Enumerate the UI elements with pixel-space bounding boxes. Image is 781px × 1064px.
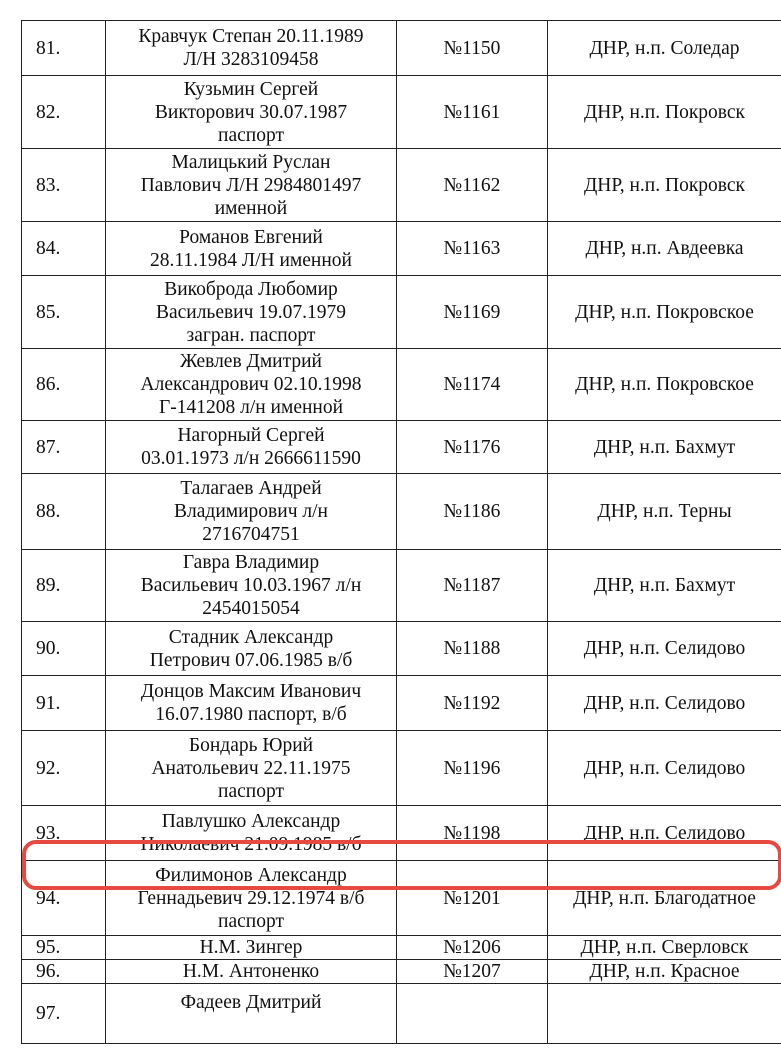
person-cell xyxy=(106,936,397,960)
person-line: Филимонов Александр xyxy=(155,864,347,886)
person-line: паспорт xyxy=(218,910,284,932)
person-line: 2454015054 xyxy=(202,598,300,619)
table-row xyxy=(22,960,781,984)
table-row xyxy=(22,349,781,421)
person-line: Павлушко Александр xyxy=(161,811,341,832)
person-line: Г-141208 л/н именной xyxy=(158,397,344,418)
person-line: Кравчук Степан 20.11.1989 xyxy=(138,26,364,47)
document-page xyxy=(21,20,781,1044)
table-row xyxy=(22,622,781,676)
location-cell: ДНР, н.п. Селидово xyxy=(548,731,781,806)
table-row xyxy=(22,936,781,960)
location-cell: ДНР, н.п. Авдеевка xyxy=(548,222,781,276)
table-row xyxy=(22,550,781,622)
record-number: №1188 xyxy=(397,622,548,676)
record-number: №1169 xyxy=(397,276,548,349)
record-number: №1161 xyxy=(397,76,548,149)
record-number: №1198 xyxy=(397,806,548,861)
location-cell xyxy=(548,984,781,1044)
record-number: №1150 xyxy=(397,21,548,76)
location-cell: ДНР, н.п. Красное xyxy=(548,960,781,984)
person-line: загран. паспорт xyxy=(186,324,316,346)
row-number: 95. xyxy=(22,936,106,960)
person-cell xyxy=(106,421,397,474)
person-cell xyxy=(106,550,397,622)
record-number: №1186 xyxy=(397,474,548,550)
person-line: Васильевич 19.07.1979 xyxy=(155,301,347,323)
person-line: именной xyxy=(214,197,288,219)
person-line: Васильевич 10.03.1967 л/н xyxy=(140,575,362,596)
table-row xyxy=(22,984,781,1044)
person-cell xyxy=(106,474,397,550)
person-cell xyxy=(106,676,397,731)
row-number: 97. xyxy=(22,984,106,1044)
row-number: 86. xyxy=(22,349,106,421)
location-cell: ДНР, н.п. Соледар xyxy=(548,21,781,76)
record-number: №1162 xyxy=(397,149,548,222)
location-cell: ДНР, н.п. Селидово xyxy=(548,806,781,861)
record-number: №1207 xyxy=(397,960,548,984)
record-number: №1206 xyxy=(397,936,548,960)
record-number: №1192 xyxy=(397,676,548,731)
row-number: 82. xyxy=(22,76,106,149)
person-cell xyxy=(106,622,397,676)
person-line: Стадник Александр xyxy=(168,626,334,648)
row-number: 85. xyxy=(22,276,106,349)
person-line: Бондарь Юрий xyxy=(188,734,314,756)
person-line: Александрович 02.10.1998 xyxy=(140,374,362,395)
table-row xyxy=(22,149,781,222)
location-cell: ДНР, н.п. Терны xyxy=(548,474,781,550)
person-line: 16.07.1980 паспорт, в/б xyxy=(155,704,347,725)
person-cell xyxy=(106,960,397,984)
location-cell: ДНР, н.п. Покровск xyxy=(548,76,781,149)
row-number: 90. xyxy=(22,622,106,676)
record-number: №1196 xyxy=(397,731,548,806)
location-cell: ДНР, н.п. Покровск xyxy=(548,149,781,222)
table-row xyxy=(22,222,781,276)
person-line: Павлович Л/Н 2984801497 xyxy=(140,174,362,196)
table-row xyxy=(22,731,781,806)
row-number: 88. xyxy=(22,474,106,550)
location-cell: ДНР, н.п. Селидово xyxy=(548,676,781,731)
person-line: паспорт xyxy=(218,124,284,146)
person-line: Викторович 30.07.1987 xyxy=(154,101,348,123)
person-cell xyxy=(106,984,397,1044)
person-line: Кузьмин Сергей xyxy=(183,78,319,100)
row-number: 84. xyxy=(22,222,106,276)
record-number: №1174 xyxy=(397,349,548,421)
person-line: Викоброда Любомир xyxy=(164,278,338,300)
person-line: Владимирович л/н xyxy=(174,501,328,522)
row-number: 91. xyxy=(22,676,106,731)
person-line: Петрович 07.06.1985 в/б xyxy=(149,649,353,671)
record-number: №1163 xyxy=(397,222,548,276)
person-line: 03.01.1973 л/н 2666611590 xyxy=(141,448,361,469)
person-line: 28.11.1984 Л/Н именной xyxy=(150,249,352,271)
record-number: №1187 xyxy=(397,550,548,622)
person-line: 2716704751 xyxy=(202,524,300,545)
row-number: 89. xyxy=(22,550,106,622)
table-row xyxy=(22,676,781,731)
person-cell xyxy=(106,731,397,806)
location-cell: ДНР, н.п. Сверловск xyxy=(548,936,781,960)
location-cell: ДНР, н.п. Селидово xyxy=(548,622,781,676)
person-line: Донцов Максим Иванович xyxy=(140,681,362,702)
person-cell xyxy=(106,349,397,421)
row-number: 96. xyxy=(22,960,106,984)
person-line: Романов Евгений xyxy=(179,226,323,248)
person-cell xyxy=(106,806,397,861)
person-line: Анатольевич 22.11.1975 xyxy=(151,757,351,779)
person-line: Жевлев Дмитрий xyxy=(179,351,322,372)
record-number: №1201 xyxy=(397,861,548,936)
person-line: Малицький Руслан xyxy=(171,151,331,173)
person-line: Л/Н 3283109458 xyxy=(183,49,319,70)
row-number: 87. xyxy=(22,421,106,474)
location-cell: ДНР, н.п. Покровское xyxy=(548,349,781,421)
table-row xyxy=(22,76,781,149)
person-line xyxy=(110,1014,392,1037)
person-line: Фадеев Дмитрий xyxy=(180,991,322,1013)
records-table-body xyxy=(22,21,781,1044)
location-cell: ДНР, н.п. Благодатное xyxy=(548,861,781,936)
row-number: 81. xyxy=(22,21,106,76)
person-cell xyxy=(106,149,397,222)
record-number xyxy=(397,984,548,1044)
records-table xyxy=(21,20,781,1044)
person-line: Н.М. Антоненко xyxy=(182,961,320,982)
person-cell xyxy=(106,21,397,76)
person-cell xyxy=(106,76,397,149)
row-number: 94. xyxy=(22,861,106,936)
record-number: №1176 xyxy=(397,421,548,474)
table-row xyxy=(22,21,781,76)
person-line: Н.М. Зингер xyxy=(199,937,303,958)
row-number: 93. xyxy=(22,806,106,861)
person-cell xyxy=(106,276,397,349)
location-cell: ДНР, н.п. Бахмут xyxy=(548,421,781,474)
table-row xyxy=(22,421,781,474)
person-line: Геннадьевич 29.12.1974 в/б xyxy=(137,887,365,909)
person-cell xyxy=(106,861,397,936)
person-line: Николаевич 21.09.1985 в/б xyxy=(140,834,362,855)
person-line: Гавра Владимир xyxy=(182,552,320,573)
table-row xyxy=(22,276,781,349)
person-line: паспорт xyxy=(218,780,284,802)
location-cell: ДНР, н.п. Бахмут xyxy=(548,550,781,622)
person-line: Талагаев Андрей xyxy=(180,478,322,499)
row-number: 83. xyxy=(22,149,106,222)
row-number: 92. xyxy=(22,731,106,806)
location-cell: ДНР, н.п. Покровское xyxy=(548,276,781,349)
table-row xyxy=(22,474,781,550)
table-row xyxy=(22,861,781,936)
person-line: Нагорный Сергей xyxy=(177,425,325,446)
person-cell xyxy=(106,222,397,276)
table-row xyxy=(22,806,781,861)
